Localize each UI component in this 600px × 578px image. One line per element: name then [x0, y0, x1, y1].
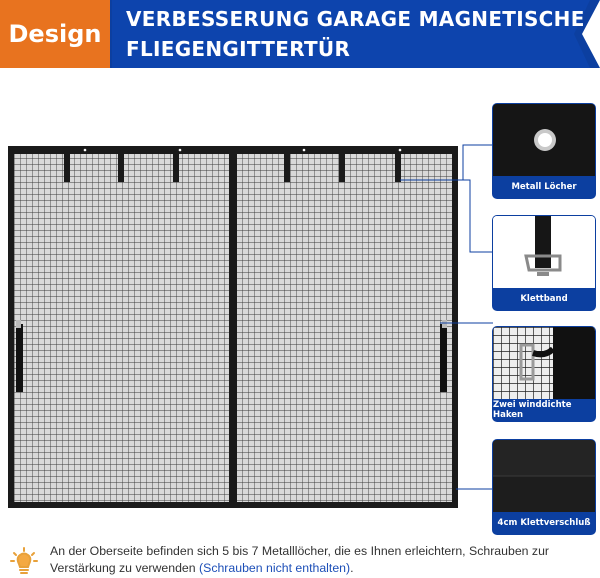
- callout-metal-holes: Metall Löcher: [493, 104, 595, 198]
- grommet-icon: [493, 104, 595, 176]
- lightbulb-icon: [10, 546, 38, 576]
- note-end: .: [350, 561, 354, 575]
- callout-windproof-hooks: Zwei winddichte Haken: [493, 327, 595, 421]
- design-badge: [0, 0, 110, 68]
- note-highlight: (Schrauben nicht enthalten): [199, 561, 351, 575]
- strap-buckle-icon: [493, 216, 595, 288]
- design-badge-label: Design: [8, 20, 102, 48]
- info-note: [50, 543, 595, 577]
- title-line-1: VERBESSERUNG GARAGE MAGNETISCHE: [126, 7, 585, 31]
- hook-icon: [493, 327, 595, 399]
- title-line-2: FLIEGENGITTERTÜR: [126, 37, 351, 61]
- magnetic-seam: [229, 146, 237, 508]
- callout-velcro-strap: Klettband: [493, 216, 595, 310]
- note-text: An der Oberseite befinden sich 5 bis 7 Metalllöcher, die es Ihnen erleichtern, Schrauben zur Verstärkung zu verwenden: [50, 544, 549, 575]
- velcro-icon: [493, 440, 595, 512]
- callout-connectors: [380, 140, 495, 500]
- callout-hook-and-loop: 4cm Klettverschluß: [493, 440, 595, 534]
- page-title: [126, 4, 586, 64]
